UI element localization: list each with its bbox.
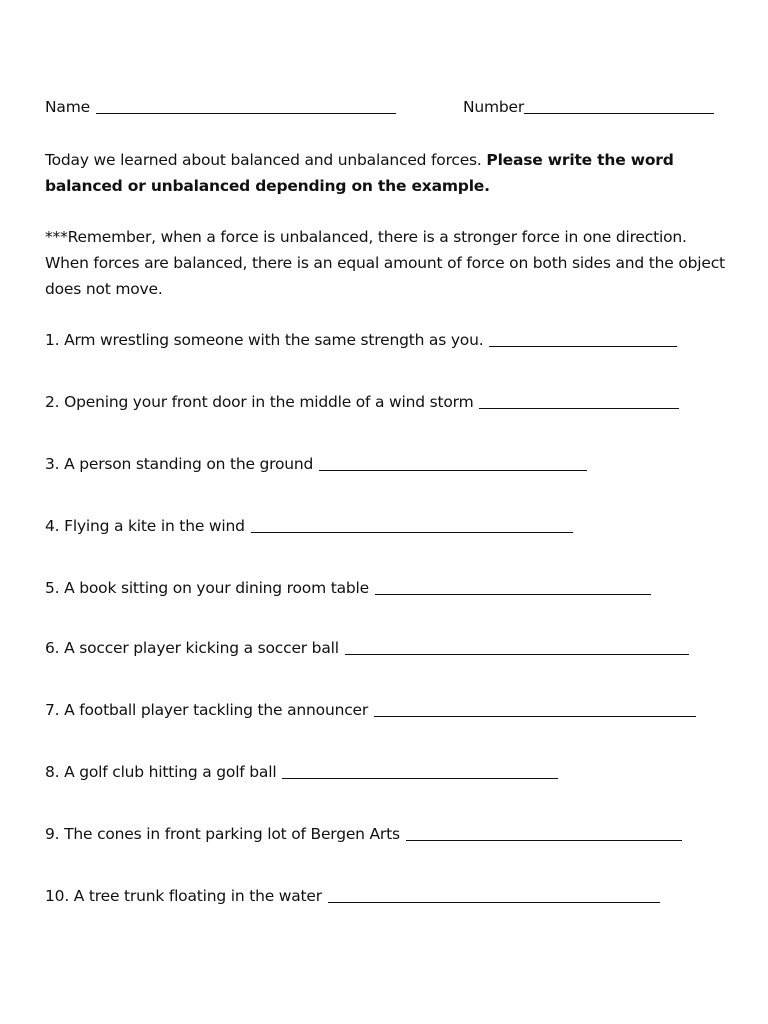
reminder-paragraph: ***Remember, when a force is unbalanced, there is a stronger force in one direction. When forces are balanced, there is an equal amount of force on both sides and the object does not move.	[45, 228, 725, 298]
answer-line[interactable]	[374, 715, 696, 717]
answer-line[interactable]	[345, 653, 689, 655]
question-item	[45, 331, 677, 349]
instructions-text: Please write the word balanced or unbalanced depending on the example.	[45, 151, 674, 195]
answer-line[interactable]	[406, 839, 682, 841]
question-text: 3. A person standing on the ground	[45, 455, 314, 473]
question-item	[45, 887, 660, 905]
number-label: Number	[463, 98, 525, 116]
name-label: Name	[45, 98, 90, 116]
intro-text: Today we learned about balanced and unbalanced forces.	[45, 151, 482, 169]
question-item	[45, 701, 696, 719]
name-row	[45, 98, 396, 116]
question-text: 4. Flying a kite in the wind	[45, 517, 245, 535]
number-answer-line[interactable]	[524, 112, 714, 114]
question-item	[45, 763, 558, 781]
answer-line[interactable]	[328, 901, 660, 903]
number-row	[463, 98, 714, 116]
question-text: 2. Opening your front door in the middle of a wind storm	[45, 393, 474, 411]
answer-line[interactable]	[489, 345, 677, 347]
question-item	[45, 517, 573, 535]
question-text: 6. A soccer player kicking a soccer ball	[45, 639, 339, 657]
question-text: 8. A golf club hitting a golf ball	[45, 763, 277, 781]
question-text: 10. A tree trunk floating in the water	[45, 887, 322, 905]
answer-line[interactable]	[479, 407, 679, 409]
question-item	[45, 825, 682, 843]
question-text: 5. A book sitting on your dining room table	[45, 579, 369, 597]
question-item	[45, 639, 689, 657]
question-item	[45, 579, 651, 597]
question-text: 7. A football player tackling the announcer	[45, 701, 369, 719]
intro-paragraph	[45, 147, 725, 199]
answer-line[interactable]	[319, 469, 587, 471]
question-text: 1. Arm wrestling someone with the same strength as you.	[45, 331, 484, 349]
question-item	[45, 393, 679, 411]
answer-line[interactable]	[282, 777, 558, 779]
question-text: 9. The cones in front parking lot of Bergen Arts	[45, 825, 400, 843]
answer-line[interactable]	[251, 531, 573, 533]
answer-line[interactable]	[375, 593, 651, 595]
question-item	[45, 455, 587, 473]
name-answer-line[interactable]	[96, 112, 396, 114]
